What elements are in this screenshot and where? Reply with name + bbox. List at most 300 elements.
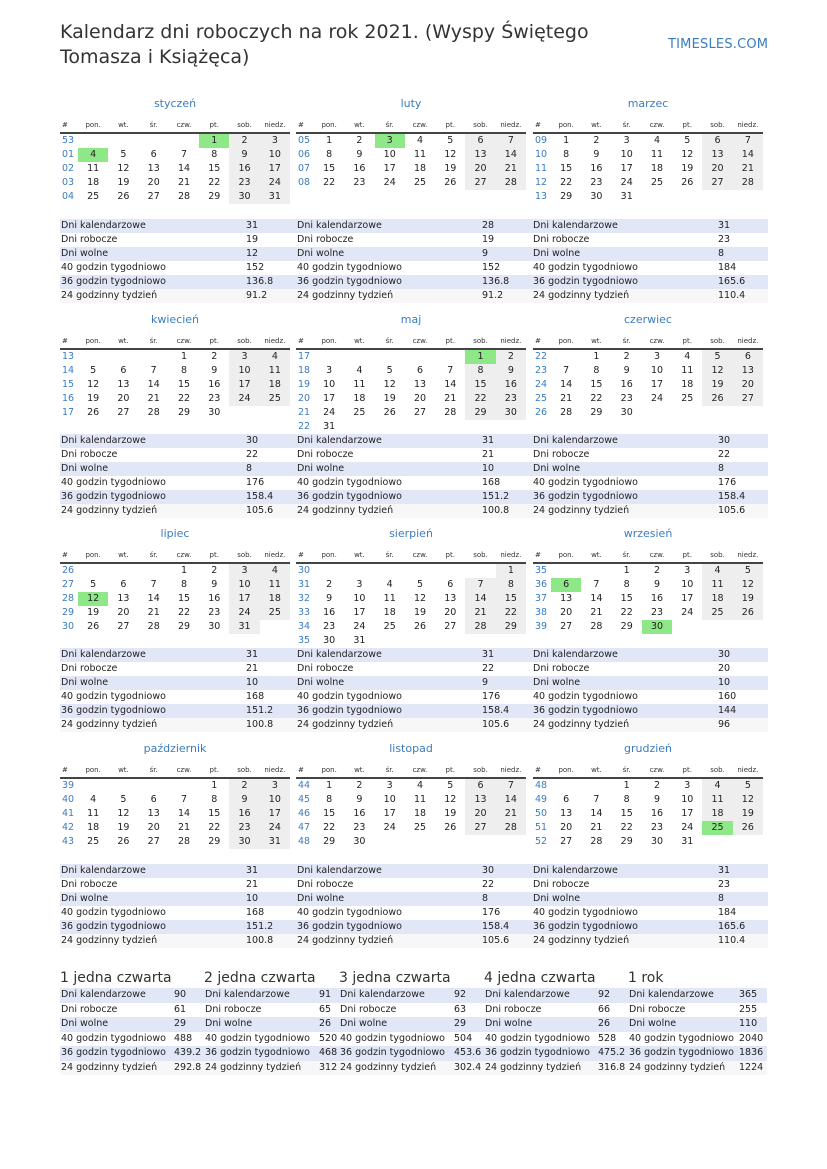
week-row [60, 406, 290, 420]
month-calendar [533, 118, 763, 204]
day-cell: 28 [590, 836, 603, 847]
stat-value: 96 [717, 718, 768, 732]
day-cell: 10 [383, 149, 396, 160]
stat-value: 12 [245, 247, 296, 261]
day-cell: 17 [353, 607, 366, 618]
week-number: 03 [62, 177, 75, 188]
weekday-header-cell: pt. [435, 334, 465, 349]
weekday-header-cell: niedz. [733, 763, 763, 778]
stat-label: Dni robocze [340, 1003, 397, 1015]
stat-label: Dni wolne [204, 1017, 318, 1032]
empty-day-cell [108, 778, 138, 793]
stat-value: 26 [597, 1017, 628, 1032]
day-cell: 20 [465, 807, 495, 821]
day-cell: 20 [560, 822, 573, 833]
day-cell: 30 [590, 191, 603, 202]
day-cell: 2 [326, 579, 333, 590]
stat-row [60, 718, 296, 732]
day-cell: 29 [208, 836, 221, 847]
weekday-header-cell: śr. [139, 118, 169, 133]
stat-row [532, 462, 768, 476]
weekday-header-cell: niedz. [496, 763, 526, 778]
stat-value: 29 [173, 1017, 204, 1032]
month-stats [60, 219, 296, 303]
day-cell: 25 [260, 606, 290, 620]
day-cell: 22 [177, 607, 191, 618]
day-cell: 17 [383, 808, 396, 819]
stat-row [60, 261, 296, 275]
day-cell: 26 [702, 392, 732, 406]
stat-label: 40 godzin tygodniowo [60, 261, 245, 275]
stat-label: 40 godzin tygodniowo [60, 906, 245, 920]
weekday-header-cell: wt. [581, 334, 611, 349]
day-cell: 27 [465, 821, 495, 835]
day-cell: 17 [620, 163, 633, 174]
stat-label: 24 godzinny tydzień [204, 1061, 318, 1076]
stat-label: 36 godzin tygodniowo [60, 704, 245, 718]
stat-label: 24 godzinny tydzień [532, 504, 717, 518]
weekday-header-cell: pon. [78, 118, 108, 133]
holiday-day-cell: 30 [642, 620, 672, 634]
stat-row [60, 662, 296, 676]
day-cell: 7 [496, 778, 526, 793]
day-cell: 3 [386, 780, 393, 791]
day-cell: 22 [620, 822, 633, 833]
stat-label: Dni kalendarzowe [60, 648, 245, 662]
weekday-header-cell: pt. [199, 334, 229, 349]
weekday-header-cell: wt. [581, 763, 611, 778]
day-cell: 25 [413, 177, 427, 188]
empty-day-cell [496, 420, 526, 434]
stat-row [60, 1003, 204, 1018]
month-calendar [533, 763, 763, 849]
day-cell: 6 [563, 794, 570, 805]
day-cell: 5 [447, 780, 454, 791]
stat-row [628, 988, 767, 1003]
empty-day-cell [405, 634, 435, 648]
weekday-header-cell: sob. [702, 334, 732, 349]
stat-value: 19 [481, 233, 532, 247]
stat-value: 63 [454, 1003, 467, 1015]
stat-label: Dni wolne [532, 247, 717, 261]
day-cell: 17 [260, 807, 290, 821]
day-cell: 23 [208, 393, 221, 404]
month-stats [60, 648, 296, 732]
brand-link[interactable]: TIMESLES.COM [668, 37, 769, 52]
day-cell: 29 [496, 620, 526, 634]
week-row [533, 133, 763, 148]
day-cell: 4 [416, 135, 423, 146]
stat-value: 8 [245, 462, 296, 476]
week-number: 07 [298, 163, 311, 174]
weekday-header-cell: pt. [435, 763, 465, 778]
day-cell: 25 [260, 392, 290, 406]
empty-day-cell [139, 778, 169, 793]
day-cell: 26 [117, 191, 130, 202]
day-cell: 6 [120, 365, 127, 376]
week-row [296, 606, 526, 620]
empty-day-cell [435, 349, 465, 364]
day-cell: 3 [326, 365, 333, 376]
day-cell: 9 [326, 593, 333, 604]
week-row [60, 190, 290, 204]
weekday-header-cell: sob. [465, 763, 495, 778]
day-cell: 1 [563, 135, 570, 146]
stat-row [339, 1017, 484, 1032]
stat-value: 110.4 [717, 934, 768, 948]
day-cell: 10 [681, 579, 694, 590]
day-cell: 12 [733, 578, 763, 592]
day-cell: 28 [177, 836, 191, 847]
week-number: 27 [62, 579, 75, 590]
day-cell: 12 [117, 808, 130, 819]
stat-row [296, 233, 532, 247]
day-cell: 28 [496, 176, 526, 190]
stat-row [532, 233, 768, 247]
day-cell: 8 [326, 794, 333, 805]
day-cell: 10 [681, 794, 694, 805]
day-cell: 14 [177, 163, 191, 174]
day-cell: 9 [496, 364, 526, 378]
week-row [296, 793, 526, 807]
day-cell: 31 [681, 836, 694, 847]
day-cell: 4 [416, 780, 423, 791]
week-number: 13 [535, 191, 548, 202]
empty-day-cell [642, 190, 672, 204]
month-name: grudzień [623, 742, 673, 755]
stat-row [204, 1003, 339, 1018]
stat-label: 40 godzin tygodniowo [532, 906, 717, 920]
stat-label: 36 godzin tygodniowo [484, 1046, 597, 1061]
day-cell: 22 [590, 393, 603, 404]
week-number: 31 [298, 579, 311, 590]
day-cell: 16 [229, 807, 259, 821]
stat-value: 292.8 [173, 1061, 204, 1076]
stat-row [60, 934, 296, 948]
weekday-header-cell: śr. [139, 763, 169, 778]
day-cell: 13 [465, 148, 495, 162]
stat-value: 152 [481, 261, 532, 275]
weekday-header-cell: czw. [405, 334, 435, 349]
day-cell: 7 [150, 579, 157, 590]
week-row [296, 821, 526, 835]
day-cell: 29 [177, 407, 191, 418]
stat-value: 365 [738, 988, 767, 1003]
stat-value: 475.2 [597, 1046, 628, 1061]
stat-row [532, 704, 768, 718]
week-number: 22 [535, 351, 548, 362]
day-cell: 17 [383, 163, 396, 174]
stat-value: 176 [245, 476, 296, 490]
week-number: 53 [62, 135, 75, 146]
stat-row [296, 864, 532, 878]
day-cell: 13 [702, 148, 732, 162]
week-row [60, 578, 290, 592]
period-stats [484, 988, 628, 1075]
month-7 [60, 526, 290, 634]
day-cell: 25 [413, 822, 427, 833]
stat-row [628, 1017, 767, 1032]
day-cell: 15 [590, 379, 603, 390]
day-cell: 15 [560, 163, 573, 174]
stat-label: 24 godzinny tydzień [532, 934, 717, 948]
stat-label: Dni kalendarzowe [532, 648, 717, 662]
weekday-header-cell: niedz. [733, 548, 763, 563]
day-cell: 12 [702, 364, 732, 378]
stat-row [296, 906, 532, 920]
day-cell: 2 [496, 349, 526, 364]
stat-row [532, 434, 768, 448]
week-number: 21 [298, 407, 311, 418]
day-cell: 23 [620, 393, 633, 404]
week-number: 48 [535, 780, 548, 791]
month-calendar [60, 118, 290, 204]
day-cell: 13 [733, 364, 763, 378]
day-cell: 31 [323, 421, 336, 432]
day-cell: 31 [620, 191, 633, 202]
month-calendar [296, 334, 526, 434]
empty-day-cell [581, 563, 611, 578]
day-cell: 14 [733, 148, 763, 162]
day-cell: 11 [702, 793, 732, 807]
day-cell: 12 [444, 149, 457, 160]
day-cell: 26 [681, 177, 694, 188]
day-cell: 7 [593, 579, 600, 590]
day-cell: 3 [356, 579, 363, 590]
day-cell: 8 [623, 794, 630, 805]
stat-label: Dni robocze [60, 878, 245, 892]
weekday-header-cell: wt. [344, 763, 374, 778]
weekday-header-cell: wt. [581, 118, 611, 133]
weekday-header-cell: pt. [435, 118, 465, 133]
day-cell: 16 [208, 593, 221, 604]
stat-value: 302.4 [453, 1061, 484, 1076]
stat-label: 40 godzin tygodniowo [61, 1032, 166, 1044]
stat-label: 24 godzinny tydzień [532, 718, 717, 732]
week-row [60, 563, 290, 578]
day-cell: 11 [260, 578, 290, 592]
day-cell: 27 [560, 621, 573, 632]
week-number-header: # [296, 763, 314, 778]
holiday-day-cell: 6 [551, 578, 581, 592]
day-cell: 12 [413, 593, 427, 604]
day-cell: 3 [260, 133, 290, 148]
stat-label: 24 godzinny tydzień [60, 1061, 173, 1076]
day-cell: 15 [465, 378, 495, 392]
day-cell: 2 [229, 133, 259, 148]
week-row [60, 349, 290, 364]
stat-row [532, 275, 768, 289]
day-cell: 21 [590, 822, 603, 833]
day-cell: 25 [383, 621, 396, 632]
day-cell: 21 [590, 607, 603, 618]
day-cell: 24 [650, 393, 664, 404]
stat-value: 144 [717, 704, 768, 718]
day-cell: 24 [681, 607, 694, 618]
day-cell: 24 [260, 176, 290, 190]
day-cell: 28 [590, 621, 603, 632]
stat-row [60, 704, 296, 718]
day-cell: 21 [147, 393, 160, 404]
day-cell: 30 [323, 635, 336, 646]
stat-row [296, 676, 532, 690]
weekday-header-cell: pon. [314, 763, 344, 778]
stat-label: Dni wolne [532, 892, 717, 906]
empty-day-cell [344, 563, 374, 578]
stat-value: 100.8 [245, 718, 296, 732]
day-cell: 17 [323, 393, 336, 404]
stat-row [296, 275, 532, 289]
day-cell: 18 [413, 163, 427, 174]
month-calendar [533, 548, 763, 634]
stat-value: 61 [174, 1003, 187, 1015]
stat-value: 110 [738, 1017, 767, 1032]
stat-label: Dni kalendarzowe [60, 988, 173, 1003]
day-cell: 27 [117, 407, 130, 418]
day-cell: 26 [413, 621, 427, 632]
stat-row [532, 247, 768, 261]
stat-label: 24 godzinny tydzień [60, 504, 245, 518]
stat-value: 31 [245, 648, 296, 662]
day-cell: 13 [444, 593, 457, 604]
day-cell: 6 [150, 794, 157, 805]
day-cell: 4 [653, 135, 660, 146]
day-cell: 5 [702, 349, 732, 364]
period-title: 1 rok [628, 970, 664, 986]
stat-value: 151.2 [245, 920, 296, 934]
day-cell: 5 [733, 778, 763, 793]
stat-label: 36 godzin tygodniowo [60, 275, 245, 289]
stat-row [532, 906, 768, 920]
day-cell: 19 [444, 808, 457, 819]
day-cell: 27 [413, 407, 427, 418]
week-number-header: # [296, 118, 314, 133]
stat-label: 40 godzin tygodniowo [205, 1032, 310, 1044]
week-number: 41 [62, 808, 75, 819]
day-cell: 28 [496, 821, 526, 835]
weekday-header-cell: śr. [375, 763, 405, 778]
weekday-header-cell: śr. [375, 118, 405, 133]
day-cell: 21 [496, 807, 526, 821]
stat-row [296, 892, 532, 906]
day-cell: 13 [560, 593, 573, 604]
stat-row [204, 1046, 339, 1061]
stat-value: 468 [318, 1046, 339, 1061]
stat-row [60, 462, 296, 476]
day-cell: 4 [702, 563, 732, 578]
week-row [533, 364, 763, 378]
weekday-header-cell: niedz. [260, 763, 290, 778]
stat-label: Dni kalendarzowe [628, 988, 738, 1003]
day-cell: 7 [180, 149, 187, 160]
stat-value: 316.8 [597, 1061, 628, 1076]
day-cell: 9 [653, 794, 660, 805]
month-name: lipiec [160, 527, 190, 540]
day-cell: 23 [229, 176, 259, 190]
week-number: 43 [62, 836, 75, 847]
day-cell: 23 [496, 392, 526, 406]
day-cell: 17 [681, 593, 694, 604]
day-cell: 5 [733, 563, 763, 578]
empty-day-cell [551, 778, 581, 793]
day-cell: 29 [620, 836, 633, 847]
day-cell: 6 [150, 149, 157, 160]
stat-label: Dni kalendarzowe [296, 434, 481, 448]
day-cell: 18 [87, 177, 100, 188]
empty-day-cell [733, 835, 763, 849]
day-cell: 9 [211, 365, 218, 376]
day-cell: 5 [684, 135, 691, 146]
weekday-header [296, 548, 526, 563]
stat-row [532, 490, 768, 504]
day-cell: 5 [447, 135, 454, 146]
day-cell: 28 [147, 407, 160, 418]
stat-value: 160 [717, 690, 768, 704]
day-cell: 24 [229, 606, 259, 620]
month-calendar [296, 763, 526, 849]
day-cell: 27 [702, 176, 732, 190]
day-cell: 14 [147, 593, 160, 604]
empty-day-cell [260, 620, 290, 634]
stat-value: 31 [245, 864, 296, 878]
day-cell: 23 [650, 607, 664, 618]
stat-label: Dni wolne [532, 462, 717, 476]
week-number: 10 [535, 149, 548, 160]
stat-value: 91.2 [481, 289, 532, 303]
day-cell: 4 [260, 563, 290, 578]
month-name: maj [400, 313, 422, 326]
day-cell: 11 [681, 365, 694, 376]
weekday-header-cell: sob. [229, 334, 259, 349]
weekday-header-cell: czw. [169, 548, 199, 563]
stat-value: 152 [245, 261, 296, 275]
stat-row [339, 1003, 484, 1018]
stat-value: 168 [481, 476, 532, 490]
day-cell: 14 [590, 808, 603, 819]
stat-row [60, 289, 296, 303]
stat-row [532, 648, 768, 662]
day-cell: 9 [623, 365, 630, 376]
stat-row [532, 289, 768, 303]
day-cell: 11 [650, 149, 664, 160]
stat-label: 40 godzin tygodniowo [485, 1032, 590, 1044]
day-cell: 29 [323, 836, 336, 847]
day-cell: 2 [356, 780, 363, 791]
empty-day-cell [314, 563, 344, 578]
day-cell: 16 [229, 162, 259, 176]
week-row [533, 606, 763, 620]
day-cell: 2 [229, 778, 259, 793]
day-cell: 20 [117, 607, 130, 618]
week-number: 30 [298, 565, 311, 576]
weekday-header-cell: pon. [551, 763, 581, 778]
week-number: 05 [298, 135, 311, 146]
stat-value: 504 [454, 1032, 473, 1044]
day-cell: 2 [623, 351, 630, 362]
stat-value: 31 [717, 864, 768, 878]
month-4 [60, 312, 290, 420]
day-cell: 14 [147, 379, 160, 390]
period-stats [60, 988, 204, 1075]
stat-value: 105.6 [717, 504, 768, 518]
stat-row [296, 261, 532, 275]
day-cell: 1 [593, 351, 600, 362]
day-cell: 15 [208, 163, 221, 174]
stat-value: 23 [717, 233, 768, 247]
stat-value: 10 [245, 892, 296, 906]
stat-value: 312 [318, 1061, 339, 1076]
weekday-header-cell: czw. [642, 118, 672, 133]
